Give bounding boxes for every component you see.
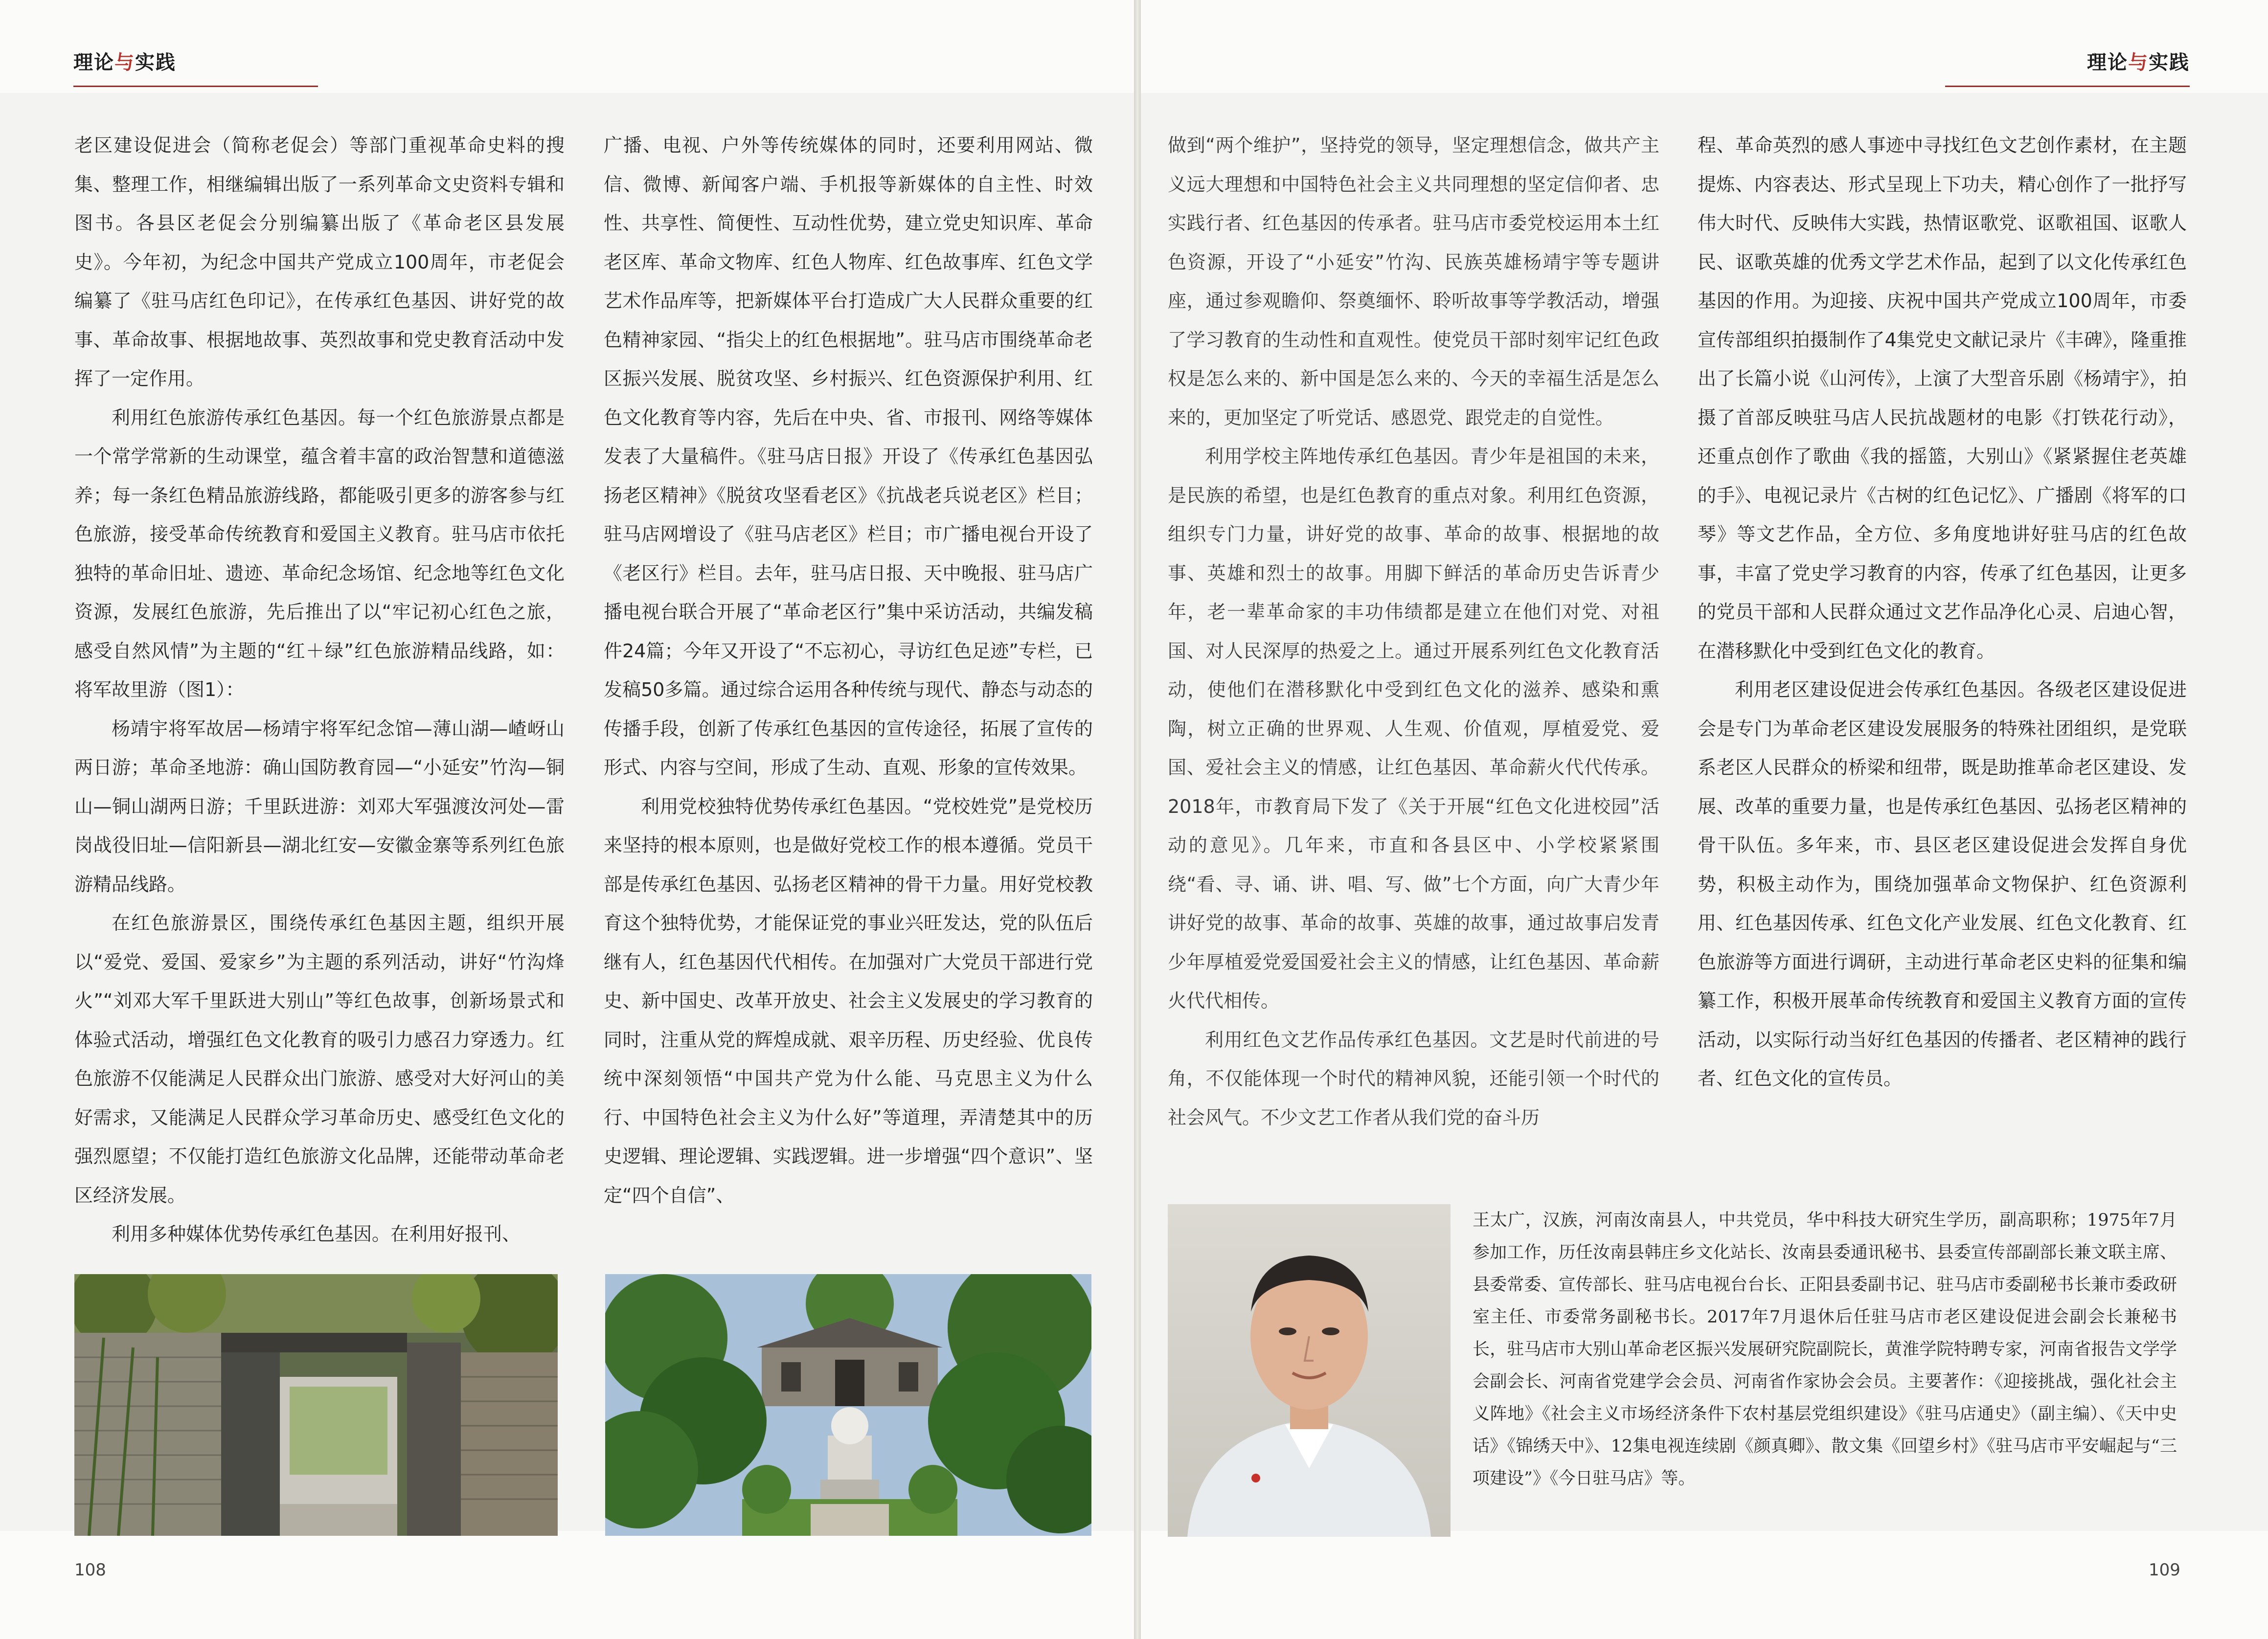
- header-rule: [73, 86, 318, 87]
- header-amp: 与: [2128, 51, 2149, 74]
- paragraph: 利用红色文艺作品传承红色基因。文艺是时代前进的号角，不仅能体现一个时代的精神风貌，还能引领一个时代的社会风气。不少文艺工作者从我们党的奋斗历: [1168, 1029, 1659, 1128]
- paragraph: 利用党校独特优势传承红色基因。“党校姓党”是党校历来坚持的根本原则，也是做好党校工作的根本遵循。党员干部是传承红色基因、弘扬老区精神的骨干力量。用好党校教育这个独特优势，才能保证党的事业兴旺发达，党的队伍后继有人，红色基因代代相传。在加强对广大党员干部进行党史、新中国史、改革开放史、社会主义发展史的学习教育的同时，注重从党的辉煌成就、艰辛历程、历史经验、优良传统中深刻领悟“中国共产党为什么能、马克思主义为什么行、中国特色社会主义为什么好”等道理，弄清楚其中的历史逻辑、理论逻辑、实践逻辑。进一步增强“四个意识”、坚定“四个自信”、: [604, 795, 1093, 1206]
- author-portrait-image: [1168, 1204, 1451, 1537]
- paragraph: 在红色旅游景区，围绕传承红色基因主题，组织开展以“爱党、爱国、爱家乡”为主题的系列活动，讲好“竹沟烽火”“刘邓大军千里跃进大别山”等红色故事，创新场景式和体验式活动，增强红色文化教育的吸引力感召力穿透力。红色旅游不仅能满足人民群众出门旅游、感受对大好河山的美好需求，又能满足人民群众学习革命历史、感受红色文化的强烈愿望；不仅能打造红色旅游文化品牌，还能带动革命老区经济发展。: [74, 912, 565, 1206]
- header-text-a: 理论: [73, 51, 114, 74]
- gate-photo: [74, 1274, 558, 1536]
- memorial-photo: [605, 1274, 1091, 1536]
- paragraph: 利用老区建设促进会传承红色基因。各级老区建设促进会是专门为革命老区建设发展服务的特殊社团组织，是党联系老区人民群众的桥梁和纽带，既是助推革命老区建设、发展、改革的重要力量，也是传承红色基因、弘扬老区精神的骨干队伍。多年来，市、县区老区建设促进会发挥自身优势，积极主动作为，围绕加强革命文物保护、红色资源利用、红色基因传承、红色文化产业发展、红色文化教育、红色旅游等方面进行调研，主动进行革命老区史料的征集和编纂工作，积极开展革命传统教育和爱国主义教育方面的宣传活动，以实际行动当好红色基因的传播者、老区精神的践行者、红色文化的宣传员。: [1698, 679, 2187, 1089]
- paragraph: 利用多种媒体优势传承红色基因。在利用好报刊、: [112, 1223, 521, 1245]
- paragraph: 做到“两个维护”，坚持党的领导，坚定理想信念，做共产主义远大理想和中国特色社会主义共同理想的坚定信仰者、忠实践行者、红色基因的传承者。驻马店市委党校运用本土红色资源，开设了“小延安”竹沟、民族英雄杨靖宇等专题讲座，通过参观瞻仰、祭奠缅怀、聆听故事等学教活动，增强了学习教育的生动性和直观性。使党员干部时刻牢记红色政权是怎么来的、新中国是怎么来的、今天的幸福生活是怎么来的，更加坚定了听党话、感恩党、跟党走的自觉性。: [1168, 135, 1659, 428]
- right-column-2: [1698, 126, 2187, 1099]
- left-column-2: [604, 126, 1093, 1215]
- header-text-a: 理论: [2087, 51, 2128, 74]
- right-column-1: [1168, 126, 1659, 1137]
- header-rule: [1945, 86, 2190, 87]
- paragraph: 广播、电视、户外等传统媒体的同时，还要利用网站、微信、微博、新闻客户端、手机报等新媒体的自主性、时效性、共享性、简便性、互动性优势，建立党史知识库、革命老区库、革命文物库、红色人物库、红色故事库、红色文学艺术作品库等，把新媒体平台打造成广大人民群众重要的红色精神家园、“指尖上的红色根据地”。驻马店市围绕革命老区振兴发展、脱贫攻坚、乡村振兴、红色资源保护利用、红色文化教育等内容，先后在中央、省、市报刊、网络等媒体发表了大量稿件。《驻马店日报》开设了《传承红色基因弘扬老区精神》《脱贫攻坚看老区》《抗战老兵说老区》栏目；驻马店网增设了《驻马店老区》栏目；市广播电视台开设了《老区行》栏目。去年，驻马店日报、天中晚报、驻马店广播电视台联合开展了“革命老区行”集中采访活动，共编发稿件24篇；今年又开设了“不忘初心，寻访红色足迹”专栏，已发稿50多篇。通过综合运用各种传统与现代、静态与动态的传播手段，创新了传承红色基因的宣传途径，拓展了宣传的形式、内容与空间，形成了生动、直观、形象的宣传效果。: [604, 135, 1093, 778]
- left-column-1: [74, 126, 565, 1254]
- header-text-b: 实践: [2149, 51, 2190, 74]
- page-number: 108: [74, 1560, 106, 1580]
- author-portrait: [1168, 1204, 1451, 1537]
- gate-photo-image: [74, 1274, 558, 1536]
- header-amp: 与: [114, 51, 135, 74]
- author-bio: 王太广，汉族，河南汝南县人，中共党员，华中科技大研究生学历，副高职称；1975年7月参加工作，历任汝南县韩庄乡文化站长、汝南县委通讯秘书、县委宣传部副部长兼文联主席、县委常委、宣传部长、驻马店电视台台长、正阳县委副书记、驻马店市委副秘书长兼市委政研室主任、市委常务副秘书长。2017年7月退休后任驻马店市老区建设促进会副会长兼秘书长，驻马店市大别山革命老区振兴发展研究院副院长，黄淮学院特聘专家，河南省报告文学学会副会长、河南省党建学会会员、河南省作家协会会员。主要著作：《迎接挑战，强化社会主义阵地》《社会主义市场经济条件下农村基层党组织建设》《驻马店通史》（副主编）、《天中史话》《锦绣天中》、12集电视连续剧《颜真卿》、散文集《回望乡村》《驻马店市平安崛起与“三项建设”》《今日驻马店》等。: [1473, 1211, 2177, 1488]
- section-header: [73, 47, 176, 75]
- spine-gutter: [1134, 0, 1141, 1639]
- page-number: 109: [2149, 1560, 2180, 1580]
- section-header: [2087, 47, 2190, 75]
- memorial-photo-image: [605, 1274, 1091, 1536]
- paragraph: 程、革命英烈的感人事迹中寻找红色文艺创作素材，在主题提炼、内容表达、形式呈现上下功夫，精心创作了一批抒写伟大时代、反映伟大实践，热情讴歌党、讴歌祖国、讴歌人民、讴歌英雄的优秀文学艺术作品，起到了以文化传承红色基因的作用。为迎接、庆祝中国共产党成立100周年，市委宣传部组织拍摄制作了4集党史文献记录片《丰碑》，隆重推出了长篇小说《山河传》，上演了大型音乐剧《杨靖宇》，拍摄了首部反映驻马店人民抗战题材的电影《打铁花行动》，还重点创作了歌曲《我的摇篮，大别山》《紧紧握住老英雄的手》、电视记录片《古树的红色记忆》、广播剧《将军的口琴》等文艺作品，全方位、多角度地讲好驻马店的红色故事，丰富了党史学习教育的内容，传承了红色基因，让更多的党员干部和人民群众通过文艺作品净化心灵、启迪心智，在潜移默化中受到红色文化的教育。: [1698, 135, 2187, 662]
- paragraph: 老区建设促进会（简称老促会）等部门重视革命史料的搜集、整理工作，相继编辑出版了一系列革命文史资料专辑和图书。各县区老促会分别编纂出版了《革命老区县发展史》。今年初，为纪念中国共产党成立100周年，市老促会编纂了《驻马店红色印记》，在传承红色基因、讲好党的故事、革命故事、根据地故事、英烈故事和党史教育活动中发挥了一定作用。: [74, 135, 565, 389]
- header-text-b: 实践: [135, 51, 176, 74]
- paragraph: 利用红色旅游传承红色基因。每一个红色旅游景点都是一个常学常新的生动课堂，蕴含着丰富的政治智慧和道德滋养；每一条红色精品旅游线路，都能吸引更多的游客参与红色旅游，接受革命传统教育和爱国主义教育。驻马店市依托独特的革命旧址、遗迹、革命纪念场馆、纪念地等红色文化资源，发展红色旅游，先后推出了以“牢记初心红色之旅，感受自然风情”为主题的“红＋绿”红色旅游精品线路，如：将军故里游（图1）：: [74, 406, 565, 700]
- paragraph: 利用学校主阵地传承红色基因。青少年是祖国的未来，是民族的希望，也是红色教育的重点对象。利用红色资源，组织专门力量，讲好党的故事、革命的故事、根据地的故事、英雄和烈士的故事。用脚下鲜活的革命历史告诉青少年，老一辈革命家的丰功伟绩都是建立在他们对党、对祖国、对人民深厚的热爱之上。通过开展系列红色文化教育活动，使他们在潜移默化中受到红色文化的滋养、感染和熏陶，树立正确的世界观、人生观、价值观，厚植爱党、爱国、爱社会主义的情感，让红色基因、革命薪火代代传承。2018年，市教育局下发了《关于开展“红色文化进校园”活动的意见》。几年来，市直和各县区中、小学校紧紧围绕“看、寻、诵、讲、唱、写、做”七个方面，向广大青少年讲好党的故事、革命的故事、英雄的故事，通过故事启发青少年厚植爱党爱国爱社会主义的情感，让红色基因、革命薪火代代相传。: [1168, 446, 1659, 1011]
- paragraph: 杨靖宇将军故居—杨靖宇将军纪念馆—薄山湖—嵖岈山两日游；革命圣地游：确山国防教育园—“小延安”竹沟—铜山—铜山湖两日游；千里跃进游：刘邓大军强渡汝河处—雷岗战役旧址—信阳新县—湖北红安—安徽金寨等系列红色旅游精品线路。: [74, 718, 565, 895]
